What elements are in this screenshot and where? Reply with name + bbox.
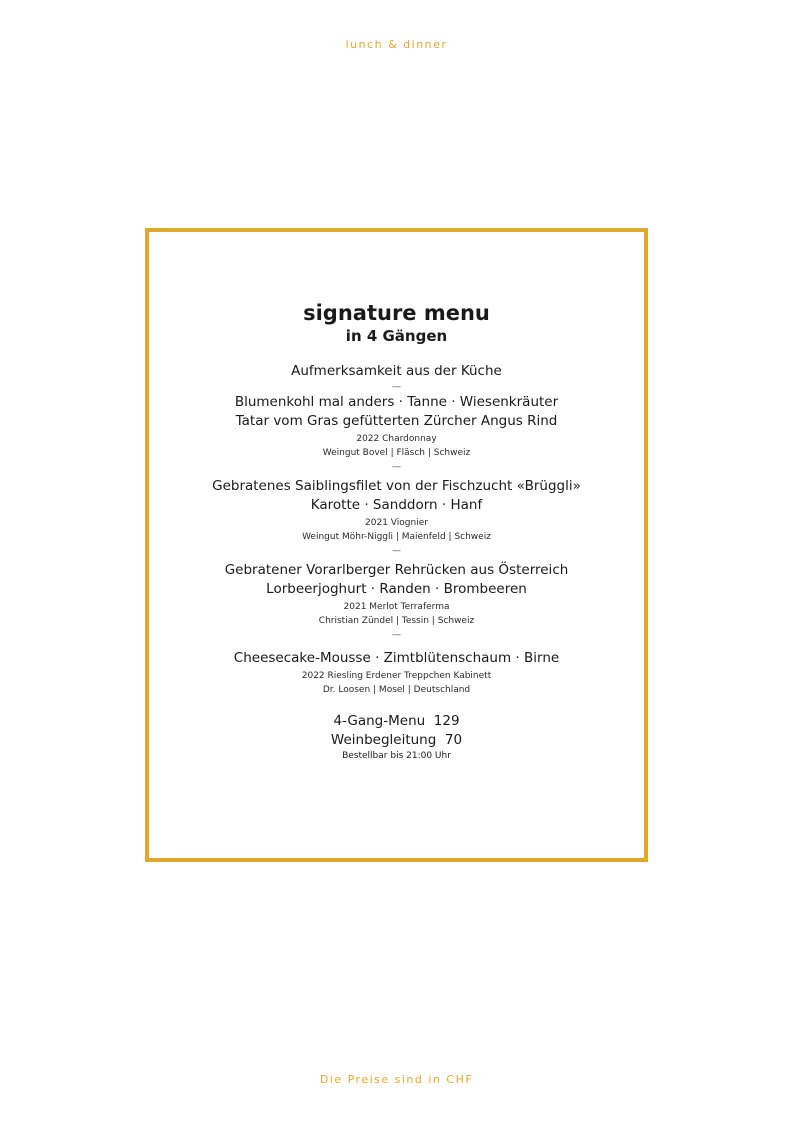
wine-name: 2022 Chardonnay [356, 434, 437, 444]
course-1 [149, 393, 644, 473]
course-line: Cheesecake-Mousse · Zimtblütenschaum · Birne [233, 650, 560, 666]
menu-subtitle: in 4 Gängen [345, 327, 448, 345]
course-line: Gebratenes Saiblingsfilet von der Fischzucht «Brüggli» [212, 478, 581, 494]
amuse-line: Aufmerksamkeit aus der Küche [291, 363, 502, 379]
separator: — [392, 382, 401, 392]
order-note: Bestellbar bis 21:00 Uhr [342, 751, 451, 761]
amuse-block [149, 362, 644, 393]
course-line: Lorbeerjoghurt · Randen · Brombeeren [266, 581, 527, 597]
wine-name: 2021 Merlot Terraferma [343, 602, 450, 612]
course-line: Tatar vom Gras gefütterten Zürcher Angus Rind [235, 413, 558, 429]
separator: — [392, 546, 401, 556]
course-line: Karotte · Sanddorn · Hanf [310, 497, 483, 513]
header-tag: lunch & dinner [345, 38, 448, 51]
footer-tag: Die Preise sind in CHF [319, 1073, 474, 1086]
course-line: Gebratener Vorarlberger Rehrücken aus Österreich [224, 562, 569, 578]
course-line: Blumenkohl mal anders · Tanne · Wiesenkräuter [234, 394, 559, 410]
wine-producer: Weingut Möhr-Niggli | Maienfeld | Schweiz [302, 532, 491, 542]
wine-name: 2022 Riesling Erdener Treppchen Kabinett [301, 671, 492, 681]
menu-frame [145, 228, 648, 862]
course-3 [149, 561, 644, 641]
menu-price: 4-Gang-Menu 129 [333, 713, 460, 729]
menu-title: signature menu [303, 301, 490, 325]
course-4 [149, 649, 644, 698]
wine-producer: Dr. Loosen | Mosel | Deutschland [322, 685, 471, 695]
pricing-block [149, 712, 644, 763]
wine-producer: Weingut Bovel | Fläsch | Schweiz [322, 448, 471, 458]
wine-name: 2021 Viognier [365, 518, 428, 528]
wine-pairing-price: Weinbegleitung 70 [330, 732, 463, 748]
menu-content [149, 300, 644, 763]
separator: — [392, 462, 401, 472]
wine-producer: Christian Zündel | Tessin | Schweiz [318, 616, 475, 626]
separator: — [392, 630, 401, 640]
course-2 [149, 477, 644, 557]
